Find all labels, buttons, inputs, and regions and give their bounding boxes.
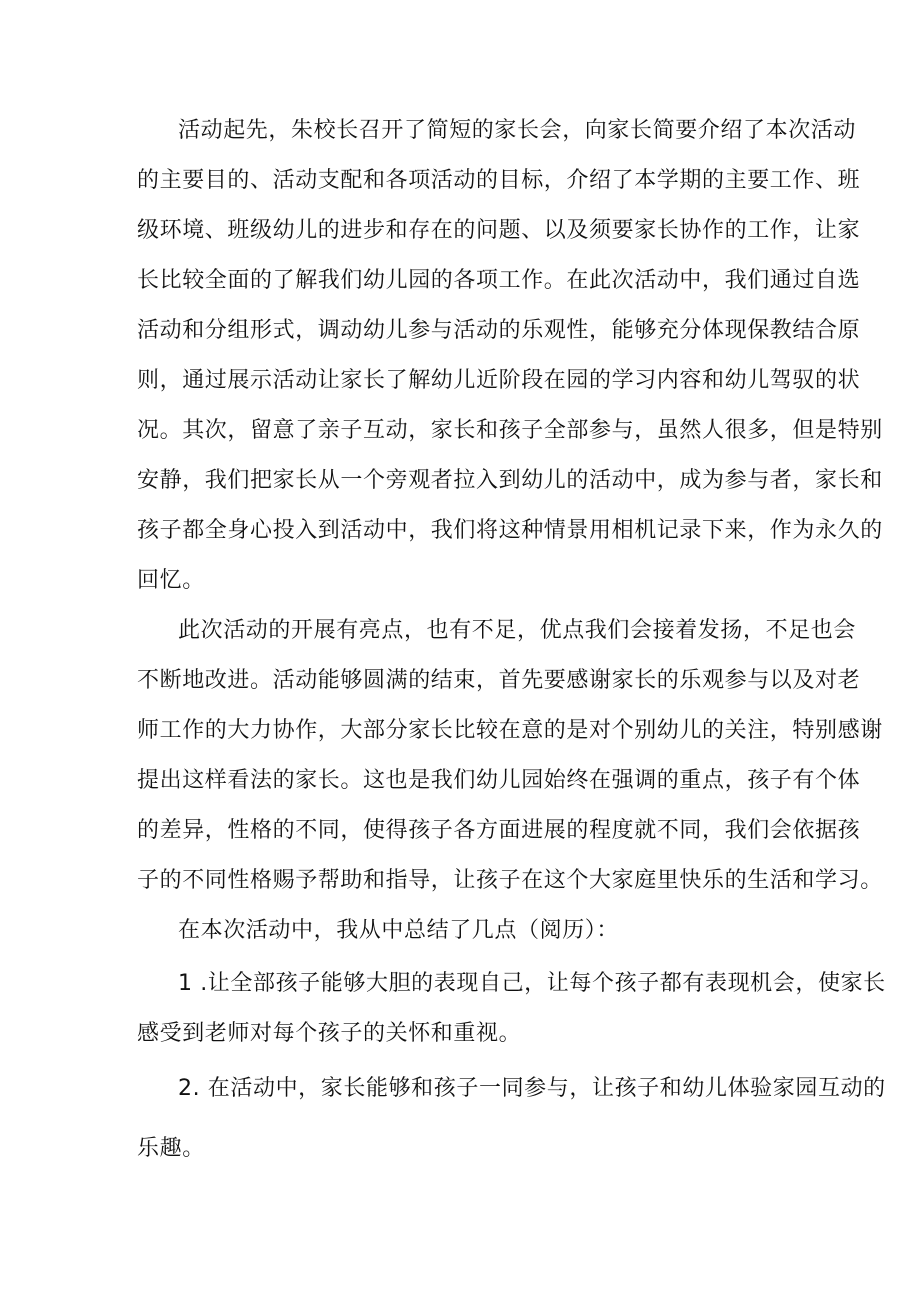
text-line: 长比较全面的了解我们幼儿园的各项工作。在此次活动中，我们通过自选	[137, 268, 861, 293]
text-line: 的主要目的、活动支配和各项活动的目标，介绍了本学期的主要工作、班	[137, 168, 861, 193]
text-line: 安静，我们把家长从一个旁观者拉入到幼儿的活动中，成为参与者，家长和	[137, 468, 883, 493]
text-line: 师工作的大力协作，大部分家长比较在意的是对个别幼儿的关注，特别感谢	[137, 718, 883, 743]
text-line: 子的不同性格赐予帮助和指导，让孩子在这个大家庭里快乐的生活和学习。	[137, 868, 883, 893]
text-line: 活动和分组形式，调动幼儿参与活动的乐观性，能够充分体现保教结合原	[137, 318, 861, 343]
text-line: 在本次活动中，我从中总结了几点（阅历）：	[178, 918, 620, 943]
text-line: 此次活动的开展有亮点，也有不足，优点我们会接着发扬，不足也会	[178, 618, 857, 643]
text-line: 级环境、班级幼儿的进步和存在的问题、以及须要家长协作的工作，让家	[137, 218, 861, 243]
list-item-text: 乐趣。	[137, 1136, 205, 1161]
list-item-text: 1 .让全部孩子能够大胆的表现自己，让每个孩子都有表现机会，使家长	[178, 971, 886, 996]
text-line: 则，通过展示活动让家长了解幼儿近阶段在园的学习内容和幼儿驾驭的状	[137, 368, 861, 393]
list-item-text: 2. 在活动中，家长能够和孩子一同参与，让孩子和幼儿体验家园互动的	[178, 1076, 886, 1101]
text-line: 活动起先，朱校长召开了简短的家长会，向家长简要介绍了本次活动	[178, 118, 857, 143]
text-line: 孩子都全身心投入到活动中，我们将这种情景用相机记录下来，作为永久的	[137, 518, 883, 543]
text-line: 不断地改进。活动能够圆满的结束，首先要感谢家长的乐观参与以及对老	[137, 668, 861, 693]
text-line: 回忆。	[137, 568, 205, 593]
text-line: 的差异，性格的不同，使得孩子各方面进展的程度就不同，我们会依据孩	[137, 818, 861, 843]
text-line: 提出这样看法的家长。这也是我们幼儿园始终在强调的重点，孩子有个体	[137, 768, 861, 793]
list-item-text: 感受到老师对每个孩子的关怀和重视。	[137, 1021, 522, 1046]
text-line: 况。其次，留意了亲子互动，家长和孩子全部参与，虽然人很多，但是特别	[137, 418, 883, 443]
